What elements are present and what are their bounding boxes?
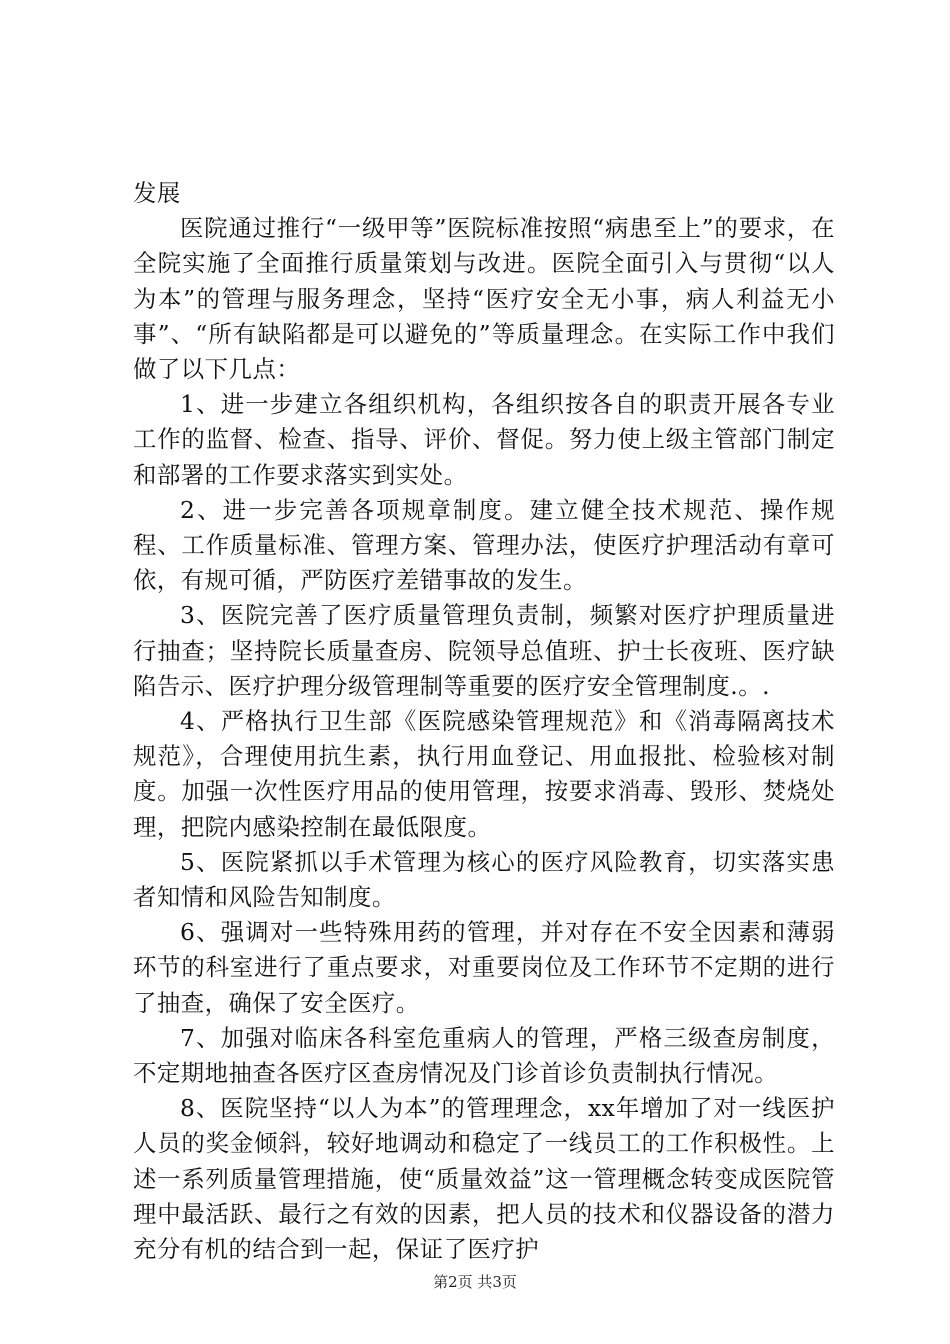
document-body <box>133 176 835 1267</box>
paragraph: 3、医院完善了医疗质量管理负责制，频繁对医疗护理质量进行抽查；坚持院长质量查房、院领导总值班、护士长夜班、医疗缺陷告示、医疗护理分级管理制等重要的医疗安全管理制度.。. <box>133 601 835 700</box>
paragraph: 4、严格执行卫生部《医院感染管理规范》和《消毒隔离技术规范》，合理使用抗生素，执行用血登记、用血报批、检验核对制度。加强一次性医疗用品的使用管理，按要求消毒、毁形、焚烧处理，把院内感染控制在最低限度。 <box>133 707 835 841</box>
page-number-label: 第2页 共3页 <box>433 1273 517 1291</box>
paragraph: 1、进一步建立各组织机构，各组织按各自的职责开展各专业工作的监督、检查、指导、评价、督促。努力使上级主管部门制定和部署的工作要求落实到实处。 <box>133 390 835 489</box>
paragraph: 7、加强对临床各科室危重病人的管理，严格三级查房制度，不定期地抽查各医疗区查房情况及门诊首诊负责制执行情况。 <box>133 1023 835 1088</box>
paragraph: 医院通过推行“一级甲等”医院标准按照“病患至上”的要求，在全院实施了全面推行质量策划与改进。医院全面引入与贯彻“以人为本”的管理与服务理念，坚持“医疗安全无小事，病人利益无小事”、“所有缺陷都是可以避免的”等质量理念。在实际工作中我们做了以下几点： <box>133 214 835 384</box>
page-footer <box>0 1272 950 1292</box>
paragraph: 2、进一步完善各项规章制度。建立健全技术规范、操作规程、工作质量标准、管理方案、管理办法，使医疗护理活动有章可依，有规可循，严防医疗差错事故的发生。 <box>133 495 835 595</box>
paragraph: 5、医院紧抓以手术管理为核心的医疗风险教育，切实落实患者知情和风险告知制度。 <box>133 847 835 912</box>
paragraph: 发展 <box>133 179 181 207</box>
paragraph: 6、强调对一些特殊用药的管理，并对存在不安全因素和薄弱环节的科室进行了重点要求，对重要岗位及工作环节不定期的进行了抽查，确保了安全医疗。 <box>133 918 835 1017</box>
paragraph: 8、医院坚持“以人为本”的管理理念，xx年增加了对一线医护人员的奖金倾斜，较好地调动和稳定了一线员工的工作积极性。上述一系列质量管理措施，使“质量效益”这一管理概念转变成医院管理中最活跃、最行之有效的因素，把人员的技术和仪器设备的潜力充分有机的结合到一起，保证了医疗护 <box>133 1094 835 1264</box>
